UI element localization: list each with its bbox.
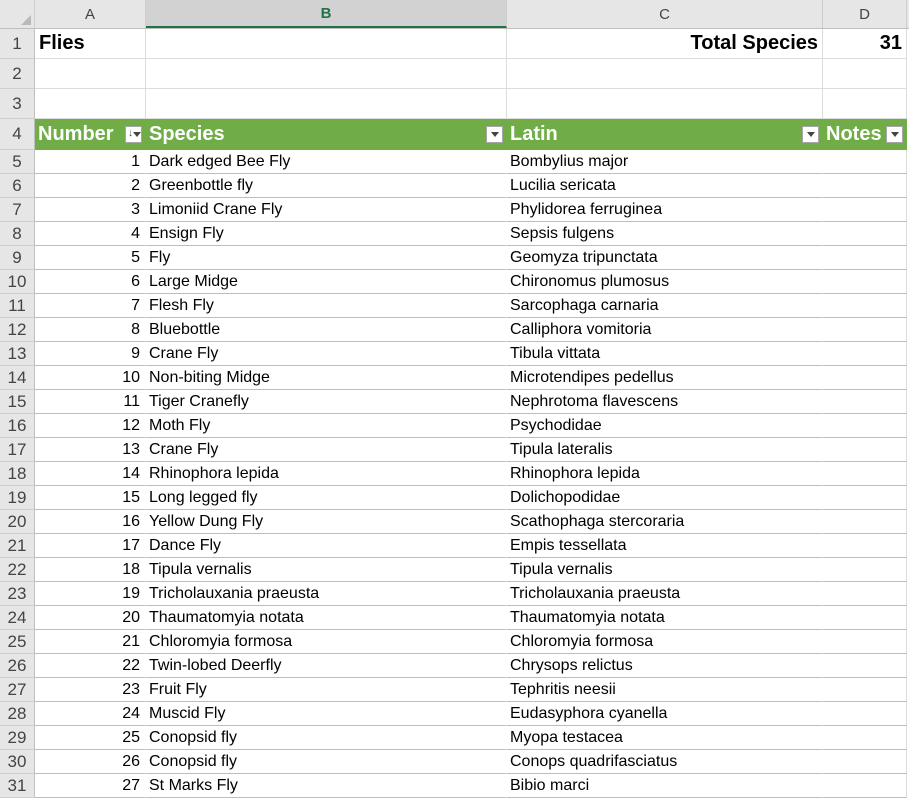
cell-notes[interactable] — [823, 678, 907, 702]
table-header-species[interactable] — [146, 119, 507, 150]
table-header-species-label: Species — [149, 123, 225, 145]
cell-latin[interactable]: Bibio marci — [507, 774, 823, 798]
row-header[interactable]: 30 — [0, 750, 35, 774]
table-row — [0, 342, 909, 366]
row-header[interactable]: 21 — [0, 534, 35, 558]
cell-species[interactable]: Bluebottle — [146, 318, 507, 342]
cell-latin[interactable]: Scathophaga stercoraria — [507, 510, 823, 534]
cell-latin[interactable]: Psychodidae — [507, 414, 823, 438]
filter-dropdown-icon[interactable] — [802, 126, 819, 143]
table-header-latin[interactable] — [507, 119, 823, 150]
table-row — [0, 678, 909, 702]
table-header-row — [0, 119, 909, 150]
row-header[interactable]: 5 — [0, 150, 35, 174]
cell-notes[interactable] — [823, 510, 907, 534]
row-header[interactable]: 12 — [0, 318, 35, 342]
cell-notes[interactable] — [823, 654, 907, 678]
sort-filter-dropdown-icon[interactable] — [125, 126, 142, 143]
cell-number[interactable]: 25 — [35, 726, 146, 750]
cell-species[interactable]: St Marks Fly — [146, 774, 507, 798]
cell-species[interactable]: Fruit Fly — [146, 678, 507, 702]
row-header[interactable]: 7 — [0, 198, 35, 222]
row-header[interactable]: 24 — [0, 606, 35, 630]
column-header-b[interactable]: B — [146, 0, 507, 28]
cell-number[interactable]: 18 — [35, 558, 146, 582]
column-header-bar — [0, 0, 909, 29]
cell-number[interactable]: 11 — [35, 390, 146, 414]
row-header[interactable]: 8 — [0, 222, 35, 246]
cell-number[interactable]: 4 — [35, 222, 146, 246]
table-body — [0, 150, 909, 798]
cell-number[interactable]: 9 — [35, 342, 146, 366]
row-header[interactable]: 19 — [0, 486, 35, 510]
table-row — [0, 702, 909, 726]
cell-notes[interactable] — [823, 558, 907, 582]
cell-notes[interactable] — [823, 174, 907, 198]
cell-notes[interactable] — [823, 414, 907, 438]
cell-number[interactable]: 10 — [35, 366, 146, 390]
cell-notes[interactable] — [823, 390, 907, 414]
cell-number[interactable]: 14 — [35, 462, 146, 486]
cell-latin[interactable]: Chrysops relictus — [507, 654, 823, 678]
cell-number[interactable]: 15 — [35, 486, 146, 510]
table-header-number[interactable] — [35, 119, 146, 150]
cell-number[interactable]: 22 — [35, 654, 146, 678]
cell-c3[interactable] — [507, 89, 823, 119]
cell-notes[interactable] — [823, 726, 907, 750]
cell-notes[interactable] — [823, 198, 907, 222]
cell-latin[interactable]: Tipula lateralis — [507, 438, 823, 462]
cell-latin[interactable]: Phylidorea ferruginea — [507, 198, 823, 222]
cell-number[interactable]: 1 — [35, 150, 146, 174]
row-header-4[interactable]: 4 — [0, 119, 35, 150]
table-row — [0, 462, 909, 486]
cell-number[interactable]: 13 — [35, 438, 146, 462]
cell-notes[interactable] — [823, 318, 907, 342]
table-row — [0, 366, 909, 390]
cell-notes[interactable] — [823, 294, 907, 318]
row-header[interactable]: 9 — [0, 246, 35, 270]
table-row — [0, 582, 909, 606]
cell-species[interactable]: Twin-lobed Deerfly — [146, 654, 507, 678]
row-header[interactable]: 20 — [0, 510, 35, 534]
cell-notes[interactable] — [823, 366, 907, 390]
table-row — [0, 438, 909, 462]
cell-notes[interactable] — [823, 342, 907, 366]
row-header[interactable]: 18 — [0, 462, 35, 486]
cell-number[interactable]: 6 — [35, 270, 146, 294]
table-row — [0, 510, 909, 534]
cell-notes[interactable] — [823, 582, 907, 606]
cell-number[interactable]: 7 — [35, 294, 146, 318]
cell-notes[interactable] — [823, 702, 907, 726]
cell-a3[interactable] — [35, 89, 146, 119]
cell-species[interactable]: Fly — [146, 246, 507, 270]
cell-latin[interactable]: Sepsis fulgens — [507, 222, 823, 246]
cell-species[interactable]: Crane Fly — [146, 438, 507, 462]
cell-species[interactable]: Moth Fly — [146, 414, 507, 438]
filter-dropdown-icon[interactable] — [886, 126, 903, 143]
cell-species[interactable]: Tiger Cranefly — [146, 390, 507, 414]
row-header[interactable]: 23 — [0, 582, 35, 606]
cell-notes[interactable] — [823, 534, 907, 558]
cell-notes[interactable] — [823, 150, 907, 174]
table-header-latin-label: Latin — [510, 123, 558, 145]
select-all-corner[interactable] — [0, 0, 35, 28]
table-header-notes-label: Notes — [826, 123, 882, 145]
table-row — [0, 534, 909, 558]
cell-d2[interactable] — [823, 59, 907, 89]
cell-species[interactable]: Tricholauxania praeusta — [146, 582, 507, 606]
table-row — [0, 390, 909, 414]
table-row — [0, 606, 909, 630]
cell-species[interactable]: Long legged fly — [146, 486, 507, 510]
row-header[interactable]: 26 — [0, 654, 35, 678]
cell-latin[interactable]: Eudasyphora cyanella — [507, 702, 823, 726]
cell-latin[interactable]: Tibula vittata — [507, 342, 823, 366]
row-header-1[interactable]: 1 — [0, 29, 35, 59]
cell-c1-total-label[interactable]: Total Species — [507, 29, 823, 59]
cell-b2[interactable] — [146, 59, 507, 89]
cell-notes[interactable] — [823, 270, 907, 294]
cell-species[interactable]: Rhinophora lepida — [146, 462, 507, 486]
sheet-row-3 — [0, 89, 909, 119]
row-header[interactable]: 11 — [0, 294, 35, 318]
cell-species[interactable]: Large Midge — [146, 270, 507, 294]
row-header-2[interactable]: 2 — [0, 59, 35, 89]
cell-latin[interactable]: Rhinophora lepida — [507, 462, 823, 486]
table-row — [0, 150, 909, 174]
row-header[interactable]: 27 — [0, 678, 35, 702]
row-header-3[interactable]: 3 — [0, 89, 35, 119]
cell-latin[interactable]: Tricholauxania praeusta — [507, 582, 823, 606]
cell-species[interactable]: Muscid Fly — [146, 702, 507, 726]
table-row — [0, 558, 909, 582]
cell-latin[interactable]: Thaumatomyia notata — [507, 606, 823, 630]
cell-number[interactable]: 3 — [35, 198, 146, 222]
table-row — [0, 270, 909, 294]
cell-notes[interactable] — [823, 774, 907, 798]
cell-species[interactable]: Tipula vernalis — [146, 558, 507, 582]
cell-number[interactable]: 21 — [35, 630, 146, 654]
table-row — [0, 318, 909, 342]
row-header[interactable]: 22 — [0, 558, 35, 582]
table-header-notes[interactable] — [823, 119, 907, 150]
table-row — [0, 654, 909, 678]
cell-latin[interactable]: Dolichopodidae — [507, 486, 823, 510]
cell-notes[interactable] — [823, 462, 907, 486]
column-header-a[interactable]: A — [35, 0, 146, 28]
table-header-number-label: Number — [38, 123, 114, 145]
cell-notes[interactable] — [823, 630, 907, 654]
cell-number[interactable]: 24 — [35, 702, 146, 726]
table-row — [0, 174, 909, 198]
column-header-d[interactable]: D — [823, 0, 907, 28]
cell-species[interactable]: Ensign Fly — [146, 222, 507, 246]
cell-species[interactable]: Dark edged Bee Fly — [146, 150, 507, 174]
cell-species[interactable]: Thaumatomyia notata — [146, 606, 507, 630]
cell-species[interactable]: Conopsid fly — [146, 726, 507, 750]
table-row — [0, 774, 909, 798]
row-header[interactable]: 10 — [0, 270, 35, 294]
cell-latin[interactable]: Lucilia sericata — [507, 174, 823, 198]
table-row — [0, 486, 909, 510]
row-header[interactable]: 14 — [0, 366, 35, 390]
table-row — [0, 294, 909, 318]
cell-latin[interactable]: Myopa testacea — [507, 726, 823, 750]
table-row — [0, 414, 909, 438]
filter-dropdown-icon[interactable] — [486, 126, 503, 143]
sheet-row-1 — [0, 29, 909, 59]
row-header[interactable]: 6 — [0, 174, 35, 198]
row-header[interactable]: 28 — [0, 702, 35, 726]
cell-number[interactable]: 17 — [35, 534, 146, 558]
cell-notes[interactable] — [823, 606, 907, 630]
row-header[interactable]: 16 — [0, 414, 35, 438]
cell-latin[interactable]: Conops quadrifasciatus — [507, 750, 823, 774]
row-header[interactable]: 25 — [0, 630, 35, 654]
row-header[interactable]: 17 — [0, 438, 35, 462]
cell-number[interactable]: 12 — [35, 414, 146, 438]
cell-species[interactable]: Conopsid fly — [146, 750, 507, 774]
cell-species[interactable]: Yellow Dung Fly — [146, 510, 507, 534]
cell-number[interactable]: 26 — [35, 750, 146, 774]
table-row — [0, 222, 909, 246]
table-row — [0, 750, 909, 774]
cell-number[interactable]: 27 — [35, 774, 146, 798]
sheet-row-2 — [0, 59, 909, 89]
cell-latin[interactable]: Sarcophaga carnaria — [507, 294, 823, 318]
row-header[interactable]: 29 — [0, 726, 35, 750]
cell-species[interactable]: Limoniid Crane Fly — [146, 198, 507, 222]
cell-number[interactable]: 19 — [35, 582, 146, 606]
cell-species[interactable]: Greenbottle fly — [146, 174, 507, 198]
row-header[interactable]: 15 — [0, 390, 35, 414]
table-row — [0, 246, 909, 270]
cell-latin[interactable]: Microtendipes pedellus — [507, 366, 823, 390]
row-header[interactable]: 13 — [0, 342, 35, 366]
cell-latin[interactable]: Tephritis neesii — [507, 678, 823, 702]
row-header[interactable]: 31 — [0, 774, 35, 798]
cell-a2[interactable] — [35, 59, 146, 89]
cell-latin[interactable]: Geomyza tripunctata — [507, 246, 823, 270]
cell-latin[interactable]: Chloromyia formosa — [507, 630, 823, 654]
cell-species[interactable]: Flesh Fly — [146, 294, 507, 318]
cell-latin[interactable]: Calliphora vomitoria — [507, 318, 823, 342]
cell-notes[interactable] — [823, 246, 907, 270]
table-row — [0, 198, 909, 222]
cell-latin[interactable]: Chironomus plumosus — [507, 270, 823, 294]
cell-c2[interactable] — [507, 59, 823, 89]
cell-latin[interactable]: Nephrotoma flavescens — [507, 390, 823, 414]
cell-notes[interactable] — [823, 750, 907, 774]
cell-number[interactable]: 5 — [35, 246, 146, 270]
cell-b1[interactable] — [146, 29, 507, 59]
cell-latin[interactable]: Bombylius major — [507, 150, 823, 174]
cell-number[interactable]: 20 — [35, 606, 146, 630]
cell-number[interactable]: 23 — [35, 678, 146, 702]
cell-b3[interactable] — [146, 89, 507, 119]
cell-species[interactable]: Non-biting Midge — [146, 366, 507, 390]
cell-species[interactable]: Chloromyia formosa — [146, 630, 507, 654]
cell-species[interactable]: Crane Fly — [146, 342, 507, 366]
cell-d3[interactable] — [823, 89, 907, 119]
cell-number[interactable]: 16 — [35, 510, 146, 534]
table-row — [0, 630, 909, 654]
cell-number[interactable]: 8 — [35, 318, 146, 342]
cell-number[interactable]: 2 — [35, 174, 146, 198]
table-row — [0, 726, 909, 750]
cell-a1-title[interactable]: Flies — [35, 29, 146, 59]
cell-latin[interactable]: Empis tessellata — [507, 534, 823, 558]
cell-notes[interactable] — [823, 438, 907, 462]
cell-d1-total-value[interactable]: 31 — [823, 29, 907, 59]
column-header-c[interactable]: C — [507, 0, 823, 28]
cell-latin[interactable]: Tipula vernalis — [507, 558, 823, 582]
cell-species[interactable]: Dance Fly — [146, 534, 507, 558]
cell-notes[interactable] — [823, 486, 907, 510]
cell-notes[interactable] — [823, 222, 907, 246]
